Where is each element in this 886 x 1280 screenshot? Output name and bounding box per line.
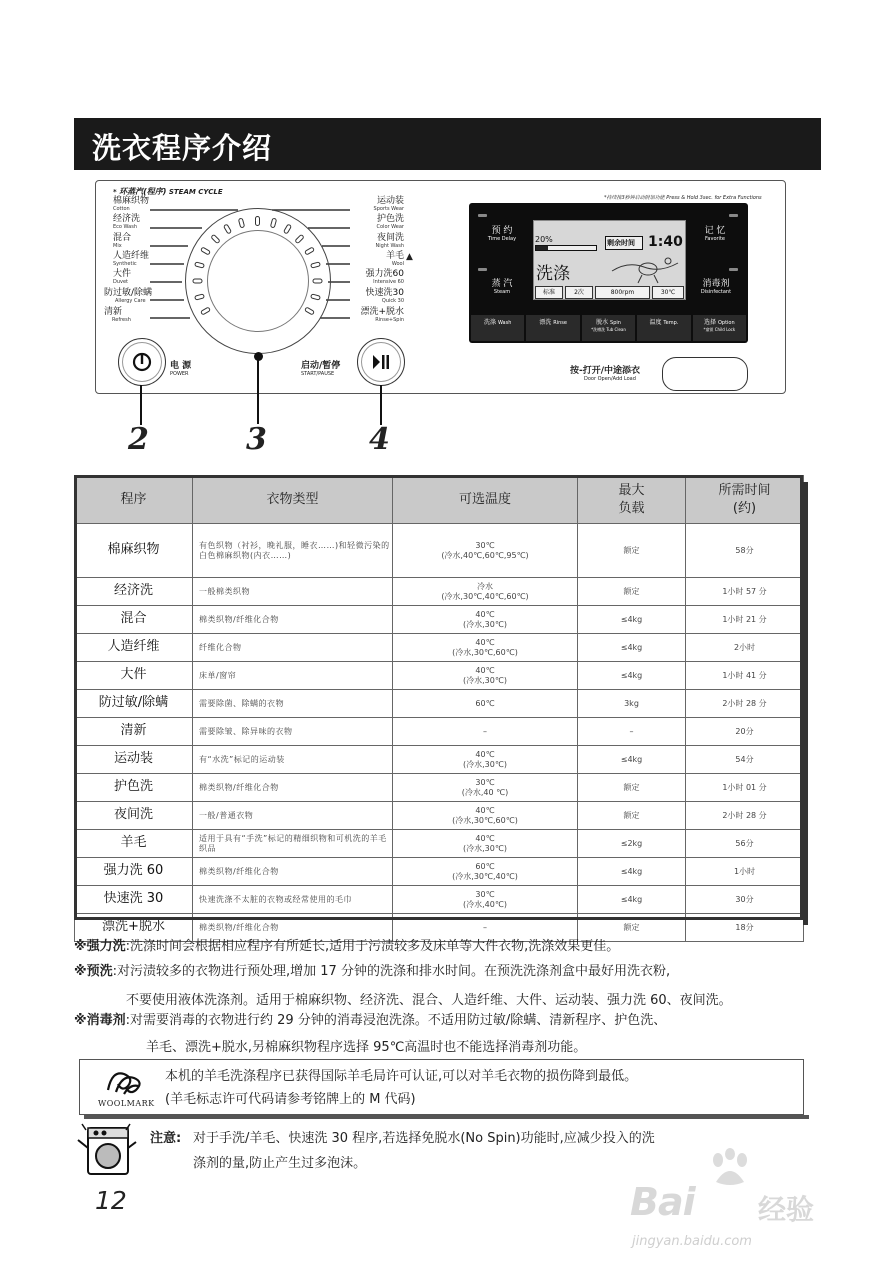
note-prewash: ※预洗:对污渍较多的衣物进行预处理,增加 17 分钟的洗涤和排水时间。在预洗洗涤剂盒中最好用洗衣粉, — [74, 964, 671, 979]
max-load-cell: 额定 — [578, 802, 686, 830]
tab-option[interactable]: 选择 Option *童锁 Child Lock — [693, 315, 746, 341]
max-load-cell: ≤4kg — [578, 858, 686, 886]
start-pause-button[interactable] — [357, 338, 405, 386]
temperature-cell: – — [393, 914, 578, 942]
time-cell: 2小时 28 分 — [686, 690, 804, 718]
max-load-cell: ≤4kg — [578, 886, 686, 914]
time-cell: 2小时 28 分 — [686, 802, 804, 830]
lcd-status-row — [535, 286, 684, 299]
watermark-brand: Bai — [630, 1180, 695, 1224]
lcd-progress-bar — [535, 245, 597, 251]
program-label-refresh: 清新 Refresh — [104, 307, 131, 323]
led-time-delay — [478, 214, 487, 217]
dial-tick — [313, 279, 323, 284]
temperature-cell: 40℃ (冷水,30℃,60℃) — [393, 802, 578, 830]
time-cell: 2小时 — [686, 634, 804, 662]
lcd-remaining-time: 1:40 — [648, 234, 683, 250]
table-row — [75, 718, 804, 746]
watermark-brand-cn: 经验 — [758, 1193, 815, 1226]
led-steam — [478, 268, 487, 271]
clothing-type-cell: 一般棉类织物 — [193, 578, 393, 606]
woolmark-logo-text: WOOLMARK — [98, 1099, 155, 1108]
temperature-cell: 40℃ (冷水,30℃,60℃) — [393, 634, 578, 662]
lcd-progress-percent: 20% — [535, 235, 553, 244]
table-row — [75, 662, 804, 690]
table-row — [75, 634, 804, 662]
clothing-type-cell: 快速洗涤不太脏的衣物或经常使用的毛巾 — [193, 886, 393, 914]
program-label-duvet: 大件 Duvet — [113, 269, 132, 285]
steam-cycle-label: * 环蒸汽(程序) STEAM CYCLE — [113, 187, 223, 196]
callout-number-2: 2 — [128, 422, 149, 457]
header-time: 所需时间 (约) — [686, 476, 804, 524]
program-label-intensive-60: 强力洗60 Intensive 60 — [365, 269, 404, 285]
temperature-cell: 40℃ (冷水,30℃) — [393, 830, 578, 858]
program-name-cell: 棉麻织物 — [75, 524, 193, 578]
program-table — [74, 475, 804, 942]
clothing-type-cell: 床单/窗帘 — [193, 662, 393, 690]
program-name-cell: 清新 — [75, 718, 193, 746]
max-load-cell: ≤4kg — [578, 634, 686, 662]
time-cell: 56分 — [686, 830, 804, 858]
temperature-cell: 40℃ (冷水,30℃) — [393, 606, 578, 634]
power-icon — [131, 351, 153, 373]
program-name-cell: 经济洗 — [75, 578, 193, 606]
tab-spin[interactable]: 脱水 Spin *洗槽洗 Tub Clean — [582, 315, 635, 341]
washing-machine-mascot-icon — [76, 1120, 138, 1178]
program-label-cotton: 棉麻织物 Cotton — [113, 196, 150, 212]
lcd-status-temp: 30℃ — [652, 286, 684, 299]
max-load-cell: ≤4kg — [578, 662, 686, 690]
woolmark-line-2: (羊毛标志许可代码请参考铭牌上的 M 代码) — [165, 1092, 416, 1107]
max-load-cell: 额定 — [578, 524, 686, 578]
woolmark-line-1: 本机的羊毛洗涤程序已获得国际羊毛局许可认证,可以对羊毛衣物的损伤降到最低。 — [165, 1069, 638, 1084]
page-title: 洗衣程序介绍 — [92, 131, 273, 165]
note-prewash-cont: 不要使用液体洗涤剂。适用于棉麻织物、经济洗、混合、人造纤维、大件、运动装、强力洗 60、夜间洗。 — [126, 993, 732, 1008]
table-row — [75, 578, 804, 606]
program-label-quick-30: 快速洗30 Quick 30 — [365, 288, 404, 304]
time-cell: 1小时 — [686, 858, 804, 886]
program-name-cell: 强力洗 60 — [75, 858, 193, 886]
clothing-type-cell: 纤维化合物 — [193, 634, 393, 662]
temperature-cell: 40℃ (冷水,30℃) — [393, 746, 578, 774]
program-name-cell: 护色洗 — [75, 774, 193, 802]
table-header-row — [75, 476, 804, 524]
table-row — [75, 830, 804, 858]
program-label-rinse-spin: 漂洗+脱水 Rinse+Spin — [360, 307, 404, 323]
wool-symbol-icon: ▲ — [406, 252, 413, 262]
tab-rinse[interactable]: 漂洗 Rinse — [526, 315, 579, 341]
favorite-button[interactable]: 记 忆 Favorite — [704, 226, 726, 242]
header-temperature: 可选温度 — [393, 476, 578, 524]
power-label: 电 源 POWER — [170, 361, 192, 377]
temperature-cell: 30℃ (冷水,40℃,60℃,95℃) — [393, 524, 578, 578]
program-label-synthetic: 人造纤维 Synthetic — [113, 251, 150, 267]
time-cell: 30分 — [686, 886, 804, 914]
time-cell: 1小时 01 分 — [686, 774, 804, 802]
lcd-laundry-icon — [608, 253, 682, 285]
program-label-night-wash: 夜间洗 Night Wash — [375, 233, 404, 249]
program-name-cell: 防过敏/除螨 — [75, 690, 193, 718]
max-load-cell: 额定 — [578, 774, 686, 802]
temperature-cell: 60℃ — [393, 690, 578, 718]
watermark-url: jingyan.baidu.com — [632, 1234, 752, 1249]
program-name-cell: 夜间洗 — [75, 802, 193, 830]
baidu-paw-watermark-icon — [708, 1148, 752, 1188]
program-label-wool: 羊毛 Wool — [385, 251, 404, 267]
tab-wash[interactable]: 洗涤 Wash — [471, 315, 524, 341]
time-cell: 1小时 57 分 — [686, 578, 804, 606]
callout-line-2 — [140, 385, 142, 425]
max-load-cell: 3kg — [578, 690, 686, 718]
disinfectant-button[interactable]: 消毒剂 Disinfectant — [700, 279, 732, 295]
program-label-eco-wash: 经济洗 Eco Wash — [113, 214, 141, 230]
clothing-type-cell: 有色织物（衬衫，晚礼服，睡衣……)和轻微污染的白色棉麻织物(内衣……) — [193, 524, 393, 578]
program-name-cell: 快速洗 30 — [75, 886, 193, 914]
callout-number-3: 3 — [246, 422, 267, 457]
led-disinfectant — [729, 268, 738, 271]
callout-number-4: 4 — [369, 422, 390, 457]
steam-button[interactable]: 蒸 汽 Steam — [491, 279, 513, 295]
note-disinfectant: ※消毒剂:对需要消毒的衣物进行约 29 分钟的消毒浸泡洗涤。不适用防过敏/除螨、清新程序、护色洗、 — [74, 1013, 667, 1028]
table-row — [75, 524, 804, 578]
temperature-cell: 30℃ (冷水,40℃) — [393, 886, 578, 914]
clothing-type-cell: 有“水洗”标记的运动装 — [193, 746, 393, 774]
program-name-cell: 大件 — [75, 662, 193, 690]
table-row — [75, 690, 804, 718]
program-name-cell: 漂洗+脱水 — [75, 914, 193, 942]
extra-functions-note: *持续按3秒钟启动附加功能 Press & Hold 3sec. for Extra Functions — [604, 195, 762, 201]
clothing-type-cell: 适用于具有“手洗”标记的精细织物和可机洗的羊毛织品 — [193, 830, 393, 858]
max-load-cell: ≤2kg — [578, 830, 686, 858]
section-title-bar — [74, 118, 821, 170]
clothing-type-cell: 一般/普通衣物 — [193, 802, 393, 830]
temperature-cell: 30℃ (冷水,40 ℃) — [393, 774, 578, 802]
page-number: 12 — [95, 1186, 127, 1215]
lcd-mode: 洗涤 — [536, 264, 570, 284]
temperature-cell: – — [393, 718, 578, 746]
max-load-cell: 额定 — [578, 578, 686, 606]
time-cell: 1小时 21 分 — [686, 606, 804, 634]
time-cell: 58分 — [686, 524, 804, 578]
program-label-color-wear: 护色洗 Color Wear — [376, 214, 404, 230]
program-label-mix: 混合 Mix — [113, 233, 132, 249]
temperature-cell: 60℃ (冷水,30℃,40℃) — [393, 858, 578, 886]
time-cell: 1小时 41 分 — [686, 662, 804, 690]
callout-line-4 — [380, 385, 382, 425]
max-load-cell: ≤4kg — [578, 606, 686, 634]
temperature-cell: 40℃ (冷水,30℃) — [393, 662, 578, 690]
power-button[interactable] — [118, 338, 166, 386]
dial-tick — [255, 216, 260, 226]
door-open-label: 按-打开/中途添衣 Door Open/Add Load — [570, 366, 641, 382]
program-name-cell: 运动装 — [75, 746, 193, 774]
header-program: 程序 — [75, 476, 193, 524]
max-load-cell: ≤4kg — [578, 746, 686, 774]
table-row — [75, 886, 804, 914]
door-open-button[interactable] — [662, 357, 748, 391]
time-cell: 54分 — [686, 746, 804, 774]
caution-label: 注意: — [150, 1131, 182, 1146]
program-name-cell: 人造纤维 — [75, 634, 193, 662]
header-max-load: 最大 负载 — [578, 476, 686, 524]
woolmark-logo-icon — [104, 1064, 146, 1098]
clothing-type-cell: 棉类织物/纤维化合物 — [193, 606, 393, 634]
woolmark-box-shadow — [84, 1115, 809, 1119]
note-intensive: ※强力洗:洗涤时间会根据相应程序有所延长,适用于污渍较多及床单等大件衣物,洗涤效果更佳。 — [74, 939, 620, 954]
dial-inner-ring — [207, 230, 309, 332]
max-load-cell: 额定 — [578, 914, 686, 942]
lcd-status-cycle: 标准 — [535, 286, 563, 299]
lcd-remaining-label: 剩余时间 — [607, 239, 635, 247]
table-row — [75, 606, 804, 634]
play-pause-icon — [370, 351, 392, 373]
max-load-cell: – — [578, 718, 686, 746]
display-tab-bar — [471, 315, 746, 341]
start-pause-label: 启动/暂停 START/PAUSE — [301, 361, 341, 377]
program-name-cell: 羊毛 — [75, 830, 193, 858]
tab-temp[interactable]: 温度 Temp. — [637, 315, 690, 341]
header-clothing-type: 衣物类型 — [193, 476, 393, 524]
program-label-allergy-care: 防过敏/除螨 Allergy Care — [104, 288, 153, 304]
note-disinfectant-cont: 羊毛、漂洗+脱水,另棉麻织物程序选择 95℃高温时也不能选择消毒剂功能。 — [146, 1040, 587, 1055]
clothing-type-cell: 需要除皱、除异味的衣物 — [193, 718, 393, 746]
program-label-sports-wear: 运动装 Sports Wear — [373, 196, 404, 212]
lcd-status-spin: 800rpm — [595, 286, 650, 299]
clothing-type-cell: 棉类织物/纤维化合物 — [193, 914, 393, 942]
time-delay-button[interactable]: 预 约 Time Delay — [487, 226, 517, 242]
table-row — [75, 802, 804, 830]
table-row — [75, 858, 804, 886]
table-row — [75, 746, 804, 774]
callout-line-3 — [257, 358, 259, 424]
lcd-progress-fill — [536, 246, 548, 250]
clothing-type-cell: 需要除菌、除螨的衣物 — [193, 690, 393, 718]
temperature-cell: 冷水 (冷水,30℃,40℃,60℃) — [393, 578, 578, 606]
caution-line-1: 对于手洗/羊毛、快速洗 30 程序,若选择免脱水(No Spin)功能时,应减少投入的洗 — [193, 1131, 655, 1146]
lcd-status-rinse: 2次 — [565, 286, 593, 299]
dial-tick — [193, 279, 203, 284]
table-row — [75, 774, 804, 802]
program-name-cell: 混合 — [75, 606, 193, 634]
time-cell: 20分 — [686, 718, 804, 746]
time-cell: 18分 — [686, 914, 804, 942]
caution-line-2: 涤剂的量,防止产生过多泡沫。 — [193, 1156, 367, 1171]
clothing-type-cell: 棉类织物/纤维化合物 — [193, 858, 393, 886]
led-favorite — [729, 214, 738, 217]
clothing-type-cell: 棉类织物/纤维化合物 — [193, 774, 393, 802]
